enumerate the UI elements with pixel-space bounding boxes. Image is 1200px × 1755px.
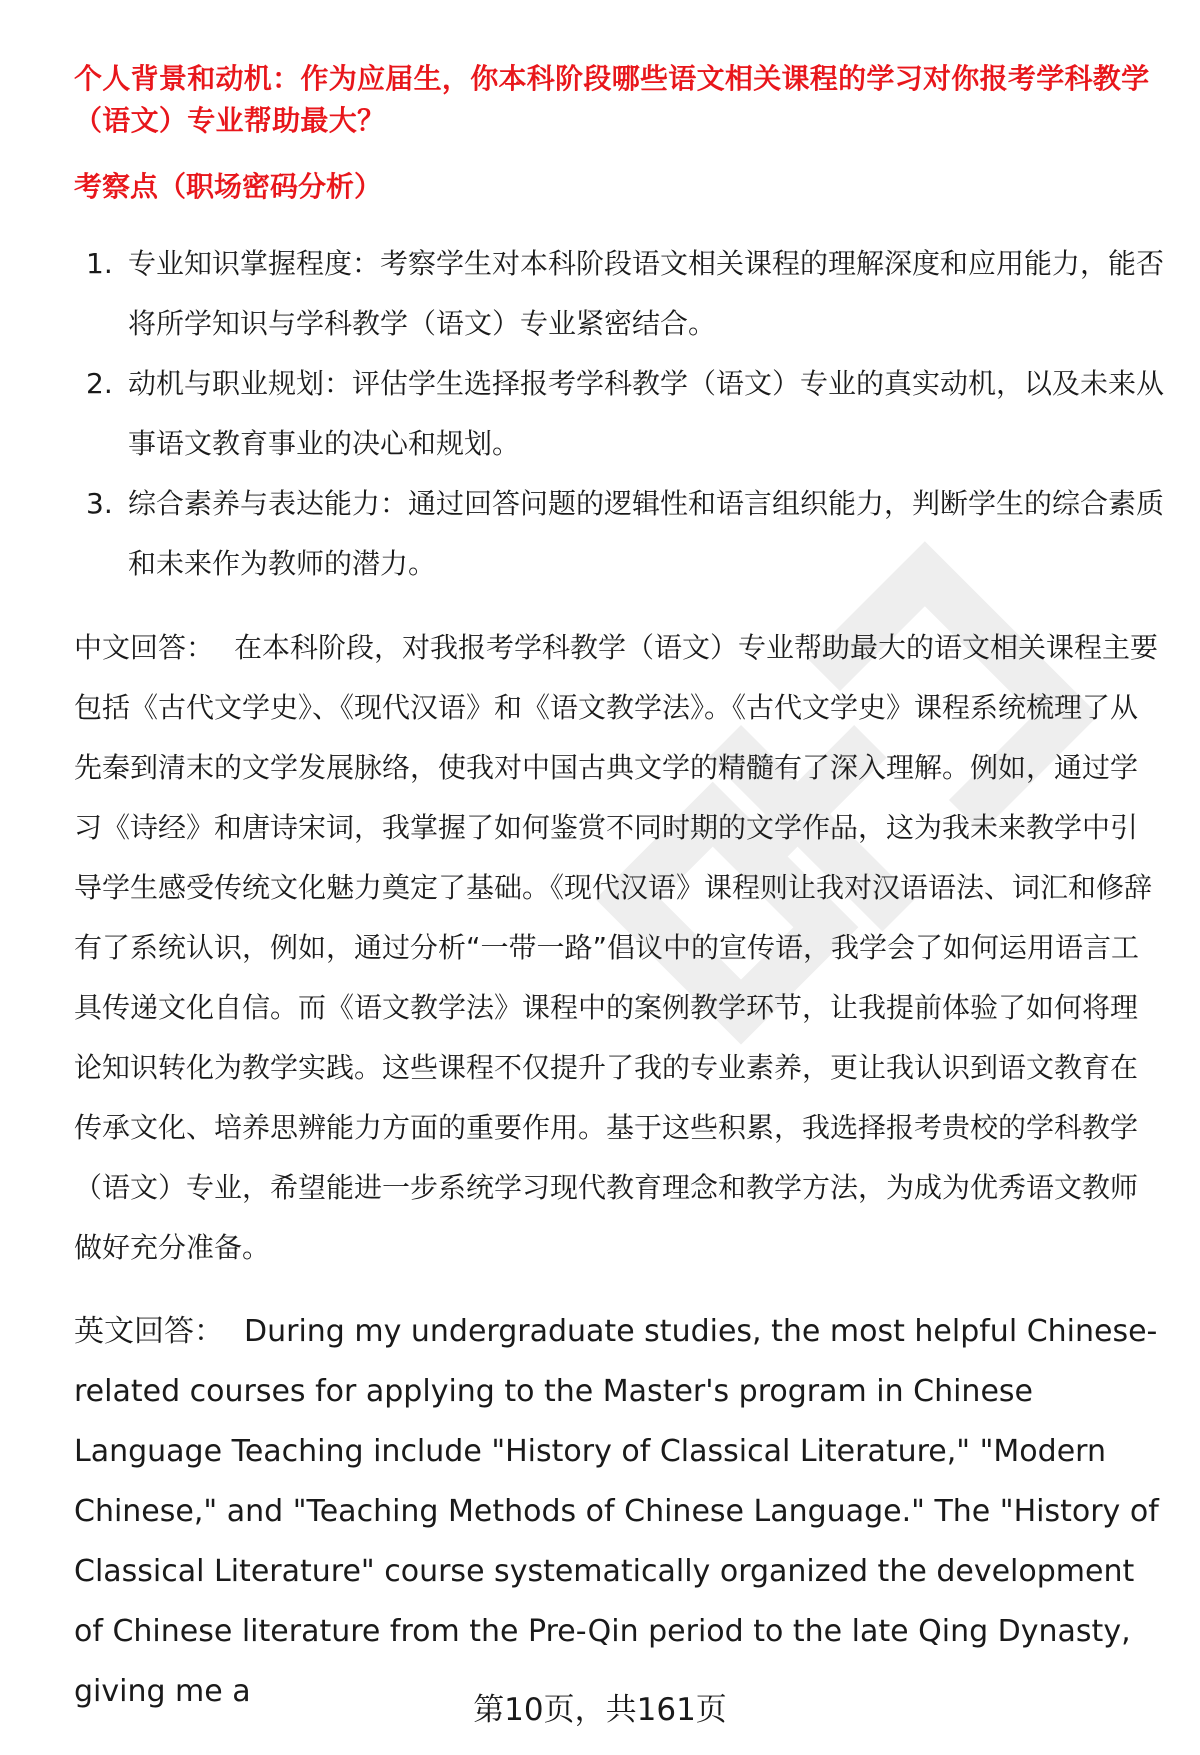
list-item xyxy=(74,354,1164,474)
focus-heading: 考察点（职场密码分析） xyxy=(74,170,383,203)
list-item-number: 2. xyxy=(86,367,113,400)
list-item xyxy=(74,234,1164,354)
english-answer xyxy=(74,1302,1164,1722)
list-item-number: 1. xyxy=(86,247,113,280)
chinese-answer-text: 在本科阶段，对我报考学科教学（语文）专业帮助最大的语文相关课程主要包括《古代文学史》、《现代汉语》和《语文教学法》。《古代文学史》课程系统梳理了从先秦到清末的文学发展脉络，使我对中国古典文学的精髓有了深入理解。例如，通过学习《诗经》和唐诗宋词，我掌握了如何鉴赏不同时期的文学作品，这为我未来教学中引导学生感受传统文化魅力奠定了基础。《现代汉语》课程则让我对汉语语法、词汇和修辞有了系统认识，例如，通过分析“一带一路”倡议中的宣传语，我学会了如何运用语言工具传递文化自信。而《语文教学法》课程中的案例教学环节，让我提前体验了如何将理论知识转化为教学实践。这些课程不仅提升了我的专业素养，更让我认识到语文教育在传承文化、培养思辨能力方面的重要作用。基于这些积累，我选择报考贵校的学科教学（语文）专业，希望能进一步系统学习现代教育理念和教学方法，为成为优秀语文教师做好充分准备。 xyxy=(74,631,1159,1264)
chinese-answer-label: 中文回答： xyxy=(74,631,215,664)
question-heading: 个人背景和动机：作为应届生，你本科阶段哪些语文相关课程的学习对你报考学科教学（语文）专业帮助最大？ xyxy=(74,62,1150,137)
chinese-answer xyxy=(74,618,1164,1278)
list-item-number: 3. xyxy=(86,487,113,520)
list-item-text: 综合素养与表达能力：通过回答问题的逻辑性和语言组织能力，判断学生的综合素质和未来作为教师的潜力。 xyxy=(128,487,1165,580)
english-answer-label: 英文回答： xyxy=(74,1314,224,1349)
main-content xyxy=(74,58,1164,1722)
english-answer-text: During my undergraduate studies, the most helpful Chinese-related courses for applying to the Master's program in Chinese Language Teaching include "History of Classical Literature," "Modern Chinese," and "Teaching Methods of Chinese Language." The "History of Classical Literature" course systematically organized the development of Chinese literature from the Pre-Qin period to the late Qing Dynasty, giving me a xyxy=(74,1314,1159,1709)
page-number-footer: 第10页，共161页 xyxy=(473,1692,727,1728)
list-item-text: 专业知识掌握程度：考察学生对本科阶段语文相关课程的理解深度和应用能力，能否将所学知识与学科教学（语文）专业紧密结合。 xyxy=(128,247,1165,340)
focus-points-list xyxy=(74,234,1164,594)
list-item xyxy=(74,474,1164,594)
list-item-text: 动机与职业规划：评估学生选择报考学科教学（语文）专业的真实动机，以及未来从事语文教育事业的决心和规划。 xyxy=(128,367,1165,460)
